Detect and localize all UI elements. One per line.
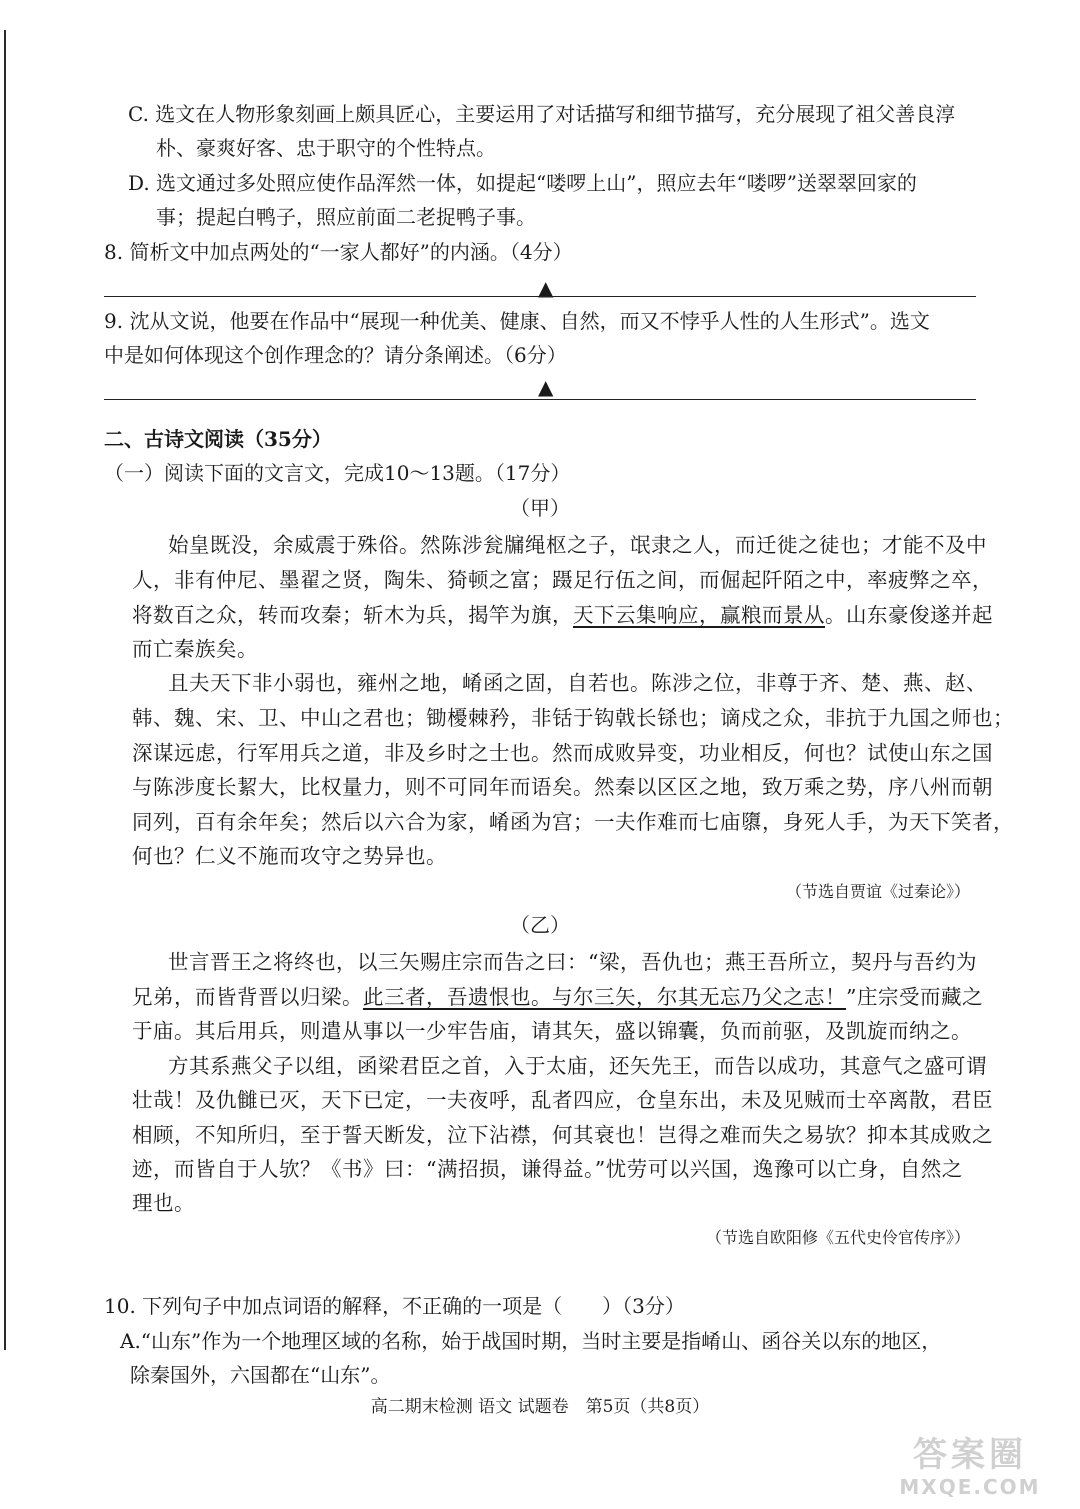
section-2-sub1: （一）阅读下面的文言文，完成10～13题。（17分） <box>104 461 571 485</box>
watermark-logo <box>880 1435 1060 1505</box>
jia-p1-line4: 而亡秦族矣。 <box>132 637 258 661</box>
jia-p1-line3-b: 。山东豪俊遂并起 <box>825 603 993 627</box>
q7-option-d-line2: 事；提起白鸭子，照应前面二老捉鸭子事。 <box>156 205 536 229</box>
jia-p2-line6: 何也？仁义不施而攻守之势异也。 <box>132 844 447 868</box>
question-9-line2: 中是如何体现这个创作理念的？请分条阐述。（6分） <box>104 343 567 367</box>
jia-p1-line3 <box>132 598 993 632</box>
jia-p2-line4: 与陈涉度长絜大，比权量力，则不可同年而语矣。然秦以区区之地，致万乘之势，序八州而朝 <box>132 775 993 799</box>
passage-jia-heading: （甲） <box>510 496 570 520</box>
question-10: 10. 下列句子中加点词语的解释，不正确的一项是（ ）（3分） <box>104 1294 685 1318</box>
question-8: 8. 简析文中加点两处的“一家人都好”的内涵。（4分） <box>104 240 573 264</box>
q10-option-a-line1: A.“山东”作为一个地理区域的名称，始于战国时期，当时主要是指崤山、函谷关以东的地区， <box>120 1329 942 1353</box>
question-9-line1: 9. 沈从文说，他要在作品中“展现一种优美、健康、自然，而又不悖乎人性的人生形式”。选文 <box>104 309 930 333</box>
jia-p2-line2: 韩、魏、宋、卫、中山之君也；锄櫌棘矜，非铦于钩戟长铩也；谪戍之众，非抗于九国之师也； <box>132 706 1014 730</box>
page-footer: 高二期末检测 语文 试题卷 第5页（共8页） <box>370 1397 710 1417</box>
jia-source: （节选自贾谊《过秦论》） <box>785 882 970 901</box>
q7-option-c-line1: C. 选文在人物形象刻画上颇具匠心，主要运用了对话描写和细节描写，充分展现了祖父善良淳 <box>128 102 956 126</box>
page-left-border <box>4 30 6 1350</box>
q7-option-c-line2: 朴、豪爽好客、忠于职守的个性特点。 <box>156 136 496 160</box>
jia-p2-line5: 同列，百有余年矣；然后以六合为家，崤函为宫；一夫作难而七庙隳，身死人手，为天下笑者， <box>132 810 1014 834</box>
jia-p2-line1: 且夫天下非小弱也，雍州之地，崤函之固，自若也。陈涉之位，非尊于齐、楚、燕、赵、 <box>168 671 987 695</box>
answer-line-9 <box>104 399 976 400</box>
jia-p2-line3: 深谋远虑，行军用兵之道，非及乡时之士也。然而成败异变，功业相反，何也？试使山东之国 <box>132 741 993 765</box>
jia-p1-line1: 始皇既没，余威震于殊俗。然陈涉瓮牖绳枢之子，氓隶之人，而迁徙之徒也；才能不及中 <box>168 533 987 557</box>
yi-p1-line2-b: ”庄宗受而藏之 <box>846 985 983 1009</box>
yi-p1-line2-a: 兄弟，而皆背晋以归梁。 <box>132 985 363 1009</box>
watermark-top: 答案圈 <box>913 1435 1027 1475</box>
yi-p2-line4: 迹，而皆自于人欤？《书》曰：“满招损，谦得益。”忧劳可以兴国，逸豫可以亡身，自然之 <box>132 1157 963 1181</box>
watermark-bottom: MXQE.COM <box>899 1475 1041 1499</box>
q7-option-d-line1: D. 选文通过多处照应使作品浑然一体，如提起“喽啰上山”，照应去年“喽啰”送翠翠回家的 <box>128 171 917 195</box>
yi-p2-line3: 相顾，不知所归，至于誓天断发，泣下沾襟，何其衰也！岂得之难而失之易欤？抑本其成败之 <box>132 1123 993 1147</box>
q10-option-a-line2: 除秦国外，六国都在“山东”。 <box>130 1363 391 1387</box>
passage-yi-heading: （乙） <box>510 913 570 937</box>
answer-mark-8: ▲ <box>538 276 554 300</box>
answer-mark-9: ▲ <box>538 375 554 399</box>
jia-p1-line2: 人，非有仲尼、墨翟之贤，陶朱、猗顿之富；蹑足行伍之间，而倔起阡陌之中，率疲弊之卒， <box>132 568 993 592</box>
yi-p1-line1: 世言晋王之将终也，以三矢赐庄宗而告之曰：“梁，吾仇也；燕王吾所立，契丹与吾约为 <box>168 950 977 974</box>
yi-source: （节选自欧阳修《五代史伶官传序》） <box>705 1228 970 1247</box>
yi-p2-line1: 方其系燕父子以组，函梁君臣之首，入于太庙，还矢先王，而告以成功，其意气之盛可谓 <box>168 1054 987 1078</box>
yi-p1-line3: 于庙。其后用兵，则遣从事以一少牢告庙，请其矢，盛以锦囊，负而前驱，及凯旋而纳之。 <box>132 1019 972 1043</box>
jia-p1-line3-a: 将数百之众，转而攻秦；斩木为兵，揭竿为旗， <box>132 603 573 627</box>
yi-underlined-sentence: 此三者，吾遗恨也。与尔三矢，尔其无忘乃父之志！ <box>363 985 846 1009</box>
section-2-title: 二、古诗文阅读（35分） <box>104 427 332 451</box>
answer-line-8 <box>104 296 976 297</box>
yi-p1-line2 <box>132 980 983 1014</box>
yi-p2-line2: 壮哉！及仇雠已灭，天下已定，一夫夜呼，乱者四应，仓皇东出，未及见贼而士卒离散，君臣 <box>132 1088 993 1112</box>
yi-p2-line5: 理也。 <box>132 1191 195 1215</box>
jia-underlined-sentence: 天下云集响应，赢粮而景从 <box>573 603 825 627</box>
